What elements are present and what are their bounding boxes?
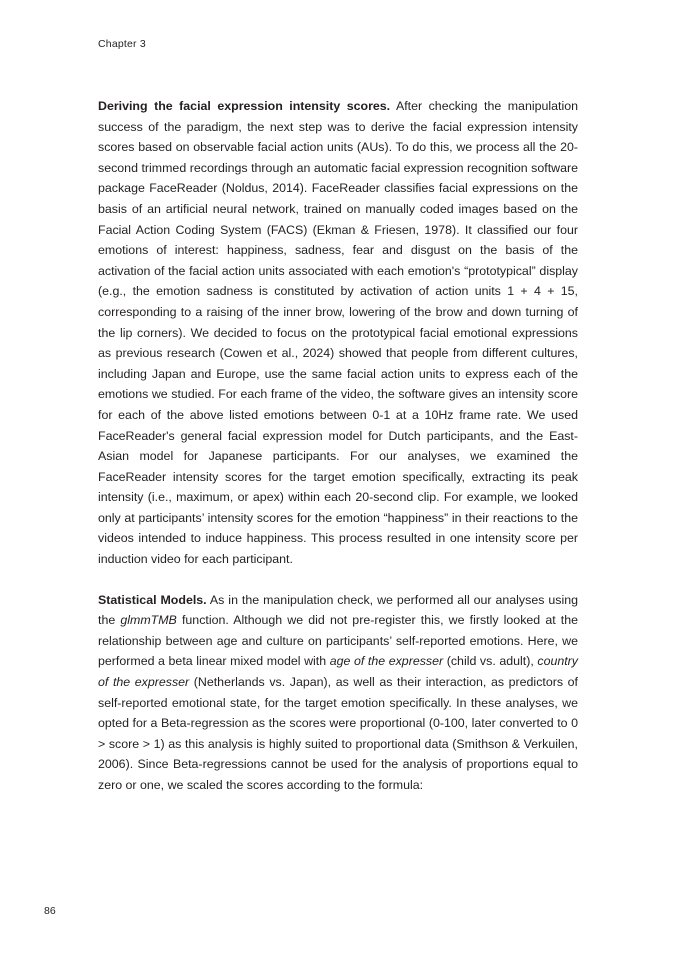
- paragraph-text-deriving-scores: After checking the manipulation success of the paradigm, the next step was to derive the facial expression intensity scores based on observable facial action units (AUs). To do this, we process all the 20-second trimmed recordings through an automatic facial expression recognition software package FaceReader (Noldus, 2014). FaceReader classifies facial expressions on the basis of an artificial neural network, trained on manually coded images based on the Facial Action Coding System (FACS) (Ekman & Friesen, 1978). It classified our four emotions of interest: happiness, sadness, fear and disgust on the basis of the activation of the facial action units associated with each emotion's “prototypical” display (e.g., the emotion sadness is constituted by activation of action units 1 + 4 + 15, corresponding to a raising of the inner brow, lowering of the brow and down turning of the lip corners). We decided to focus on the prototypical facial emotional expressions as previous research (Cowen et al., 2024) showed that people from different cultures, including Japan and Europe, use the same facial action units to express each of the emotions we studied. For each frame of the video, the software gives an intensity score for each of the above listed emotions between 0-1 at a 10Hz frame rate. We used FaceReader's general facial expression model for Dutch participants, and the East-Asian model for Japanese participants. For our analyses, we examined the FaceReader intensity scores for the target emotion specifically, extracting its peak intensity (i.e., maximum, or apex) within each 20-second clip. For example, we looked only at participants’ intensity scores for the emotion “happiness” in their reactions to the videos intended to induce happiness. This process resulted in one intensity score per induction video for each participant.: [98, 99, 578, 567]
- stat-italic-age-of-expresser: age of the expresser: [329, 654, 444, 669]
- paragraph-statistical-models: [98, 590, 578, 796]
- stat-segment-2: function. Although we did not pre-register this, we firstly looked at the relationship between age and culture on participants’ self-reported emotions. Here, we performed a beta linear mixed model with: [98, 613, 579, 669]
- running-head: Chapter 3: [98, 38, 146, 50]
- stat-italic-glmmtmb: glmmTMB: [120, 613, 177, 628]
- page-number: 86: [44, 905, 56, 917]
- paragraph-lead-in-deriving-scores: Deriving the facial expression intensity scores.: [98, 99, 391, 113]
- paragraph-deriving-scores: [98, 96, 578, 570]
- stat-segment-4: (Netherlands vs. Japan), as well as their interaction, as predictors of self-reported emotional state, for the target emotion specifically. In these analyses, we opted for a Beta-regression as the scores were proportional (0-100, later converted to 0 > score > 1) as this analysis is highly suited to proportional data (Smithson & Verkuilen, 2006). Since Beta-regressions cannot be used for the analysis of proportions equal to zero or one, we scaled the scores according to the formula:: [98, 675, 578, 792]
- paragraph-lead-in-statistical-models: Statistical Models.: [98, 592, 207, 607]
- stat-segment-3: (child vs. adult),: [443, 654, 538, 669]
- page-content: [98, 96, 578, 796]
- stat-italic-country-of-expresser: country of the expresser: [98, 654, 579, 690]
- stat-segment-1: As in the manipulation check, we performed all our analyses using the: [98, 592, 578, 628]
